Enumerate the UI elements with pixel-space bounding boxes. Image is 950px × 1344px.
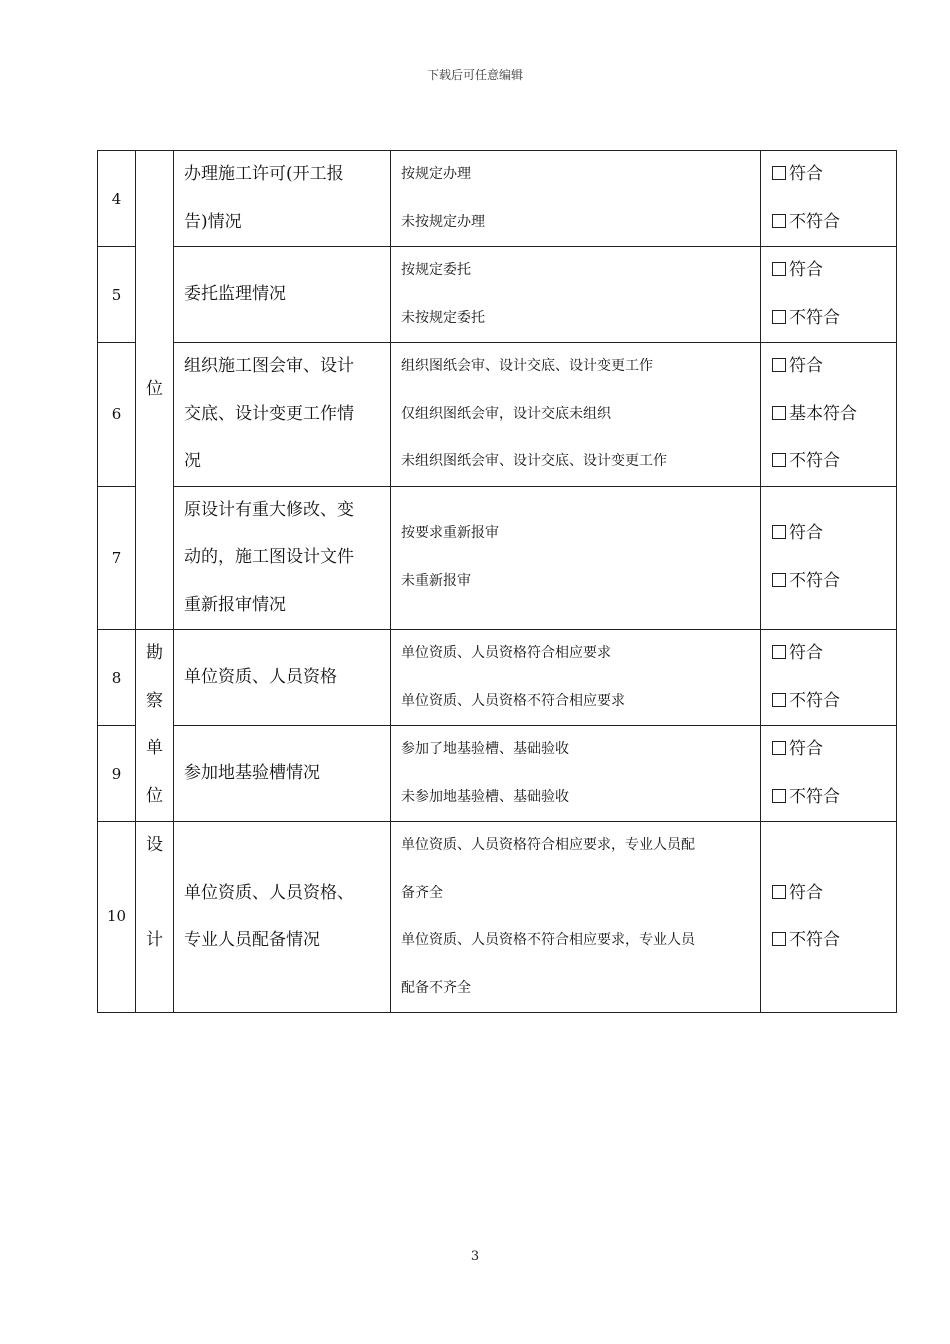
checkbox[interactable] [772,453,786,467]
check-result [761,247,897,343]
standard-line: 未组织图纸会审、设计交底、设计变更工作 [401,453,667,469]
result-label: 不符合 [789,786,840,807]
checkbox[interactable] [772,214,786,228]
check-result [761,151,897,247]
unit-survey [136,630,174,822]
table-row [98,486,897,630]
unit-label: 位 [146,379,163,400]
result-label: 不符合 [789,211,840,232]
table-row [98,726,897,822]
standard-line: 未按规定办理 [401,213,485,230]
standard-line: 配备不齐全 [401,979,471,996]
item-line: 参加地基验槽情况 [184,762,320,783]
row-number: 9 [98,726,136,822]
item-line: 原设计有重大修改、变 [184,499,354,520]
standard-line: 按规定委托 [401,262,471,278]
check-item [174,630,391,726]
table-row [98,630,897,726]
checkbox[interactable] [772,406,786,420]
standard-line: 备齐全 [401,884,443,901]
standard-line: 仅组织图纸会审，设计交底未组织 [401,405,611,422]
standard-line: 单位资质、人员资格不符合相应要求 [401,692,625,709]
checkbox[interactable] [772,693,786,707]
result-label: 符合 [789,882,823,903]
result-label: 符合 [789,739,823,759]
checkbox[interactable] [772,645,786,659]
check-standard [391,247,761,343]
standard-line: 单位资质、人员资格符合相应要求，专业人员配 [401,837,695,853]
item-line: 告)情况 [184,211,242,232]
inspection-table [97,150,897,1013]
table-row [98,247,897,343]
unit-char: 设 [146,835,163,855]
item-line: 动的，施工图设计文件 [184,547,354,567]
checkbox[interactable] [772,741,786,755]
row-number: 8 [98,630,136,726]
checkbox[interactable] [772,885,786,899]
check-standard [391,822,761,1013]
table-row [98,822,897,1013]
table-row [98,151,897,247]
check-result [761,486,897,630]
table-row [98,343,897,487]
unit-char [136,870,173,918]
item-line: 单位资质、人员资格、 [184,882,354,903]
check-result [761,343,897,487]
result-label: 符合 [789,643,823,663]
row-number [98,822,136,1013]
checkbox[interactable] [772,166,786,180]
standard-line: 未按规定委托 [401,309,485,326]
result-label: 不符合 [789,930,840,950]
unit-construction [136,151,174,630]
unit-char: 位 [146,785,163,806]
check-standard [391,343,761,487]
row-number: 4 [98,151,136,247]
unit-char: 察 [146,690,163,711]
standard-line: 单位资质、人员资格不符合相应要求，专业人员 [401,932,695,948]
checkbox[interactable] [772,262,786,276]
result-label: 符合 [789,356,823,376]
standard-line: 按规定办理 [401,166,471,182]
checkbox[interactable] [772,525,786,539]
unit-design [136,822,174,1013]
item-line: 组织施工图会审、设计 [184,356,354,376]
check-item [174,822,391,1013]
row-number-text: 10 [106,907,127,926]
standard-line: 未参加地基验槽、基础验收 [401,788,569,805]
check-result [761,630,897,726]
result-label: 基本符合 [789,403,857,424]
standard-line: 单位资质、人员资格符合相应要求 [401,645,611,661]
row-number: 5 [98,247,136,343]
result-label: 不符合 [789,570,840,591]
page-number: 3 [470,1249,480,1264]
standard-line: 未重新报审 [401,572,471,589]
result-label: 符合 [789,260,823,280]
check-item [174,151,391,247]
checkbox[interactable] [772,789,786,803]
result-label: 不符合 [789,307,840,328]
item-line: 况 [184,451,201,471]
check-item [174,486,391,630]
result-label: 不符合 [789,690,840,711]
result-label: 符合 [789,164,823,184]
result-label: 符合 [789,523,823,544]
page-header: 下载后可任意编辑 [426,68,523,82]
check-standard [391,151,761,247]
item-line: 交底、设计变更工作情 [184,403,354,424]
checkbox[interactable] [772,573,786,587]
item-line: 重新报审情况 [184,594,286,615]
row-number: 7 [98,486,136,630]
standard-line: 按要求重新报审 [401,525,499,542]
check-item [174,726,391,822]
unit-char: 勘 [146,643,163,663]
check-result [761,726,897,822]
unit-char: 计 [146,930,163,950]
unit-char: 单 [146,738,163,758]
check-standard [391,486,761,630]
check-item [174,247,391,343]
standard-line: 参加了地基验槽、基础验收 [401,741,569,757]
check-standard [391,630,761,726]
check-standard [391,726,761,822]
row-number: 6 [98,343,136,487]
result-label: 不符合 [789,451,840,471]
check-result [761,822,897,1013]
check-item [174,343,391,487]
item-line: 委托监理情况 [184,283,286,304]
checkbox[interactable] [772,932,786,946]
checkbox[interactable] [772,358,786,372]
standard-line: 组织图纸会审、设计交底、设计变更工作 [401,358,653,374]
item-line: 专业人员配备情况 [184,930,320,950]
item-line: 单位资质、人员资格 [184,666,337,687]
item-line: 办理施工许可(开工报 [184,164,344,184]
checkbox[interactable] [772,310,786,324]
